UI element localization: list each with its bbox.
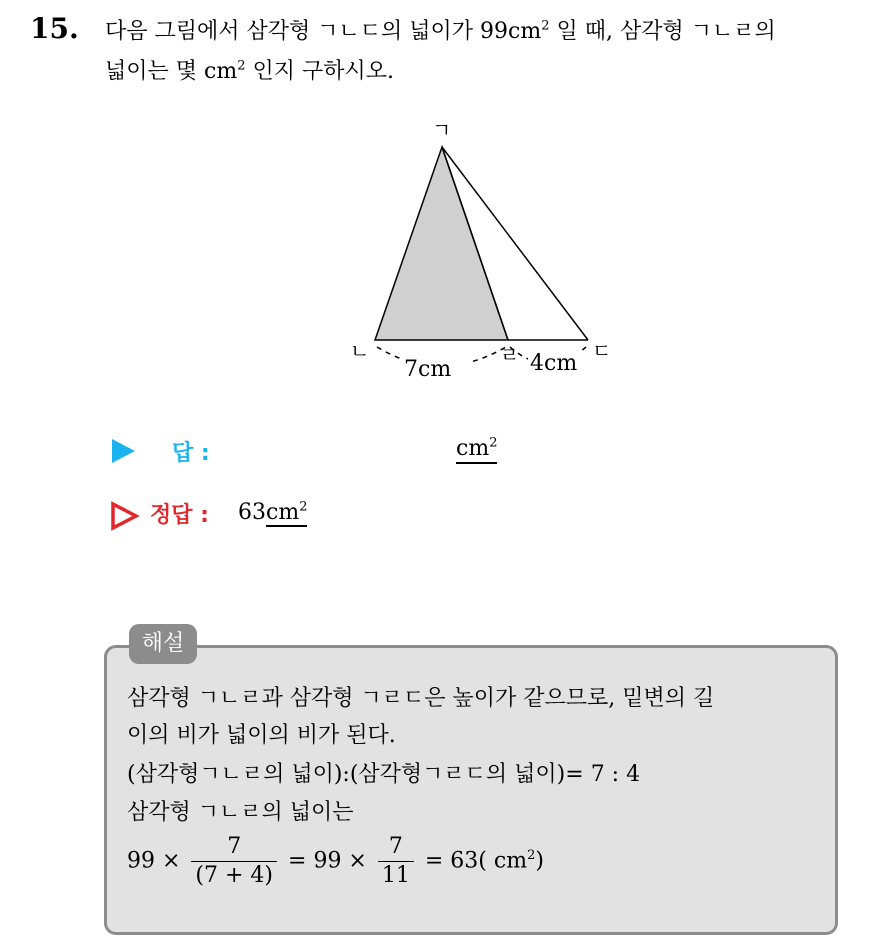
vertex-label-top: ㄱ: [432, 118, 452, 142]
shaded-triangle: [375, 147, 508, 340]
fraction-1: $\frac{7}{(7 + 4)}$: [191, 833, 277, 890]
question-number: 15.: [30, 12, 79, 45]
fraction-2: $\frac{7}{11}$: [378, 833, 414, 890]
answer-label: 답 :: [172, 441, 210, 466]
explanation-formula: 99 × $\frac{7}{(7 + 4)}$ = 99 × $\frac{7}{11}$ = 63( $cm^2$): [127, 834, 544, 888]
answer-input-unit[interactable]: $cm^2$: [456, 436, 497, 464]
vertex-label-left: ㄴ: [350, 339, 370, 363]
explanation-line4: 삼각형 ㄱㄴㄹ의 넓이는: [127, 800, 354, 825]
vertex-label-mid: ㄹ: [500, 343, 520, 367]
vertex-label-right: ㄷ: [592, 339, 612, 363]
explanation-line3: (삼각형ㄱㄴㄹ의 넓이):(삼각형ㄱㄹㄷ의 넓이)= 7 : 4: [127, 762, 641, 787]
length-label-left: 7cm: [404, 357, 452, 382]
correct-answer: $63cm^2$: [238, 499, 308, 525]
explanation-line1: 삼각형 ㄱㄴㄹ과 삼각형 ㄱㄹㄷ은 높이가 같으므로, 밑변의 길: [127, 686, 715, 711]
answer-triangle-icon: [110, 436, 138, 466]
triangle-figure: [330, 115, 630, 390]
question-text-line2: 넓이는 몇 $cm^2$ 인지 구하시오.: [105, 58, 394, 84]
question-text-line1: 다음 그림에서 삼각형 ㄱㄴㄷ의 넓이가 $99cm^2$ 일 때, 삼각형 ㄱㄴㄹ의: [105, 18, 776, 44]
correct-triangle-icon: [110, 501, 140, 531]
explanation-tag: 해설: [129, 624, 197, 664]
correct-label: 정답 :: [150, 503, 209, 528]
length-label-right: 4cm: [530, 351, 578, 376]
explanation-line2: 이의 비가 넓이의 비가 된다.: [127, 723, 396, 748]
